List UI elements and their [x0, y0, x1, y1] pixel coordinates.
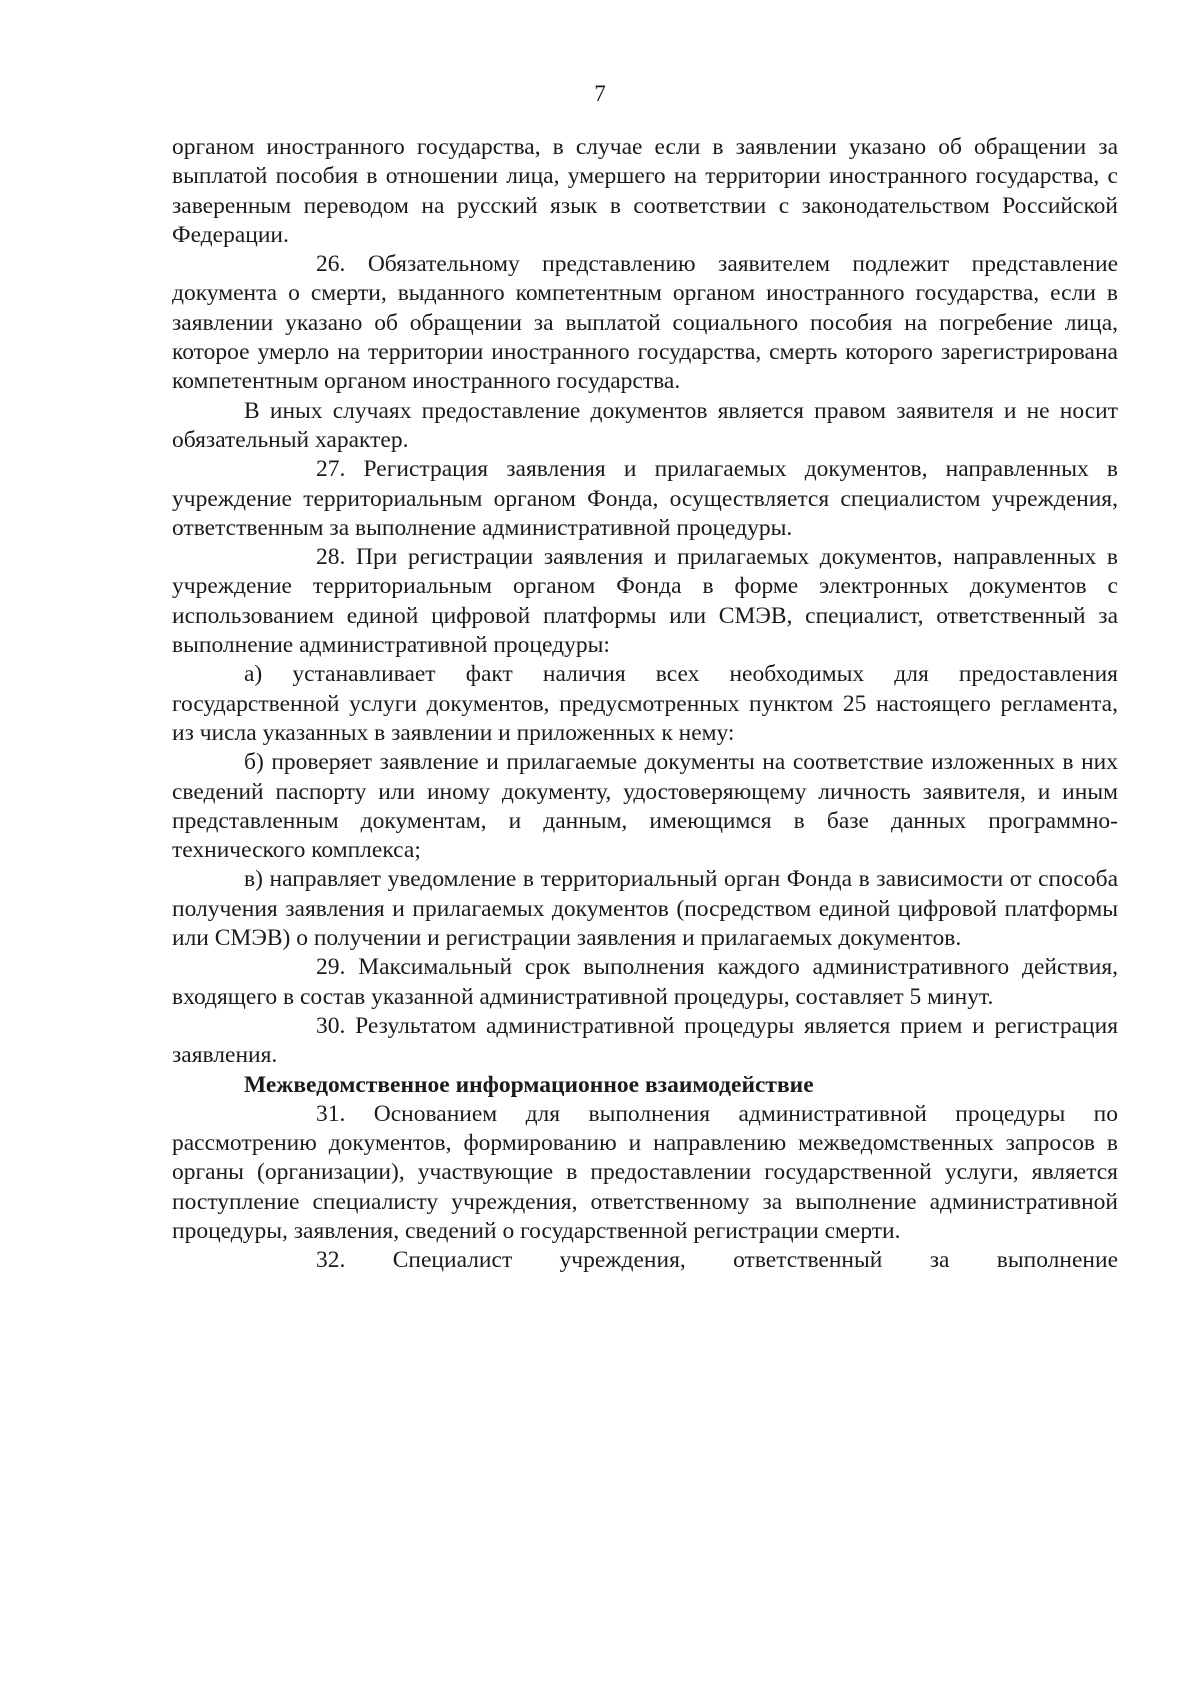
paragraph-number: 31. [316, 1100, 346, 1127]
paragraph-number: 32. [316, 1247, 346, 1274]
paragraph-text: Регистрация заявления и прилагаемых документов, направленных в учреждение территориальным органом Фонда, осуществляется специалистом учреждения, ответственным за выполнение административной процедуры. [172, 456, 1119, 541]
page-number: 7 [594, 81, 606, 106]
paragraph-text: а) устанавливает факт наличия всех необходимых для предоставления государственной услуги документов, предусмотренных пунктом 25 настоящего регламента, из числа указанных в заявлении и приложенных к нему: [172, 661, 1118, 746]
paragraph-number: 26. [316, 251, 346, 278]
paragraph-number: 27. [316, 456, 346, 483]
paragraph-number: 29. [316, 954, 346, 981]
paragraph-text: в) направляет уведомление в территориальный орган Фонда в зависимости от способа получения заявления и прилагаемых документов (посредством единой цифровой платформы или СМЭВ) о получении и регистрации заявления и прилагаемых документов. [172, 866, 1118, 952]
paragraph-32 [172, 1246, 1118, 1275]
paragraph-number: 28. [316, 544, 346, 571]
paragraph-28-b [172, 748, 1118, 865]
paragraph-text: Максимальный срок выполнения каждого административного действия, входящего в состав указанной административной процедуры, составляет 5 минут. [172, 954, 1119, 1010]
paragraph-text: В иных случаях предоставление документов является правом заявителя и не носит обязательный характер. [172, 397, 1118, 453]
paragraph-26-other-cases [172, 397, 1118, 456]
section-title: Межведомственное информационное взаимодействие [244, 1071, 814, 1098]
paragraph-text: Специалист учреждения, ответственный за выполнение [392, 1247, 1118, 1274]
paragraph-text: б) проверяет заявление и прилагаемые документы на соответствие изложенных в них сведений паспорту или иному документу, удостоверяющему личность заявителя, и иным представленным документам, и данным, имеющимся в базе данных программно-технического комплекса; [172, 749, 1118, 864]
paragraph-text: Результатом административной процедуры является прием и регистрация заявления. [172, 1012, 1119, 1069]
paragraph-28-c [172, 865, 1118, 953]
paragraph-text: органом иностранного государства, в случае если в заявлении указано об обращении за выплатой пособия в отношении лица, умершего на территории иностранного государства, с заверенным переводом на русский язык в соответствии с законодательством Российской Федерации. [172, 134, 1118, 248]
paragraph-28-a [172, 660, 1118, 748]
paragraph-26 [172, 250, 1118, 396]
paragraph-number: 30. [316, 1012, 346, 1039]
paragraph-28 [172, 543, 1118, 660]
paragraph-text: При регистрации заявления и прилагаемых документов, направленных в учреждение территориальным органом Фонда в форме электронных документов с использованием единой цифровой платформы или СМЭВ, специалист, ответственный за выполнение административной процедуры: [172, 544, 1118, 659]
paragraph-27 [172, 455, 1118, 543]
paragraph-text: Основанием для выполнения административной процедуры по рассмотрению документов, формированию и направлению межведомственных запросов в органы (организации), участвующие в предоставлении государственной услуги, является поступление специалисту учреждения, ответственному за выполнение административной процедуры, заявления, сведений о государственной регистрации смерти. [172, 1100, 1118, 1244]
paragraph-30 [172, 1012, 1118, 1071]
paragraph-continuation [172, 133, 1118, 250]
paragraph-31 [172, 1100, 1118, 1246]
document-body [172, 133, 1118, 1276]
paragraph-text: Обязательному представлению заявителем подлежит представление документа о смерти, выданного компетентным органом иностранного государства, если в заявлении указано об обращении за выплатой социального пособия на погребение лица, которое умерло на территории иностранного государства, смерть которого зарегистрирована компетентным органом иностранного государства. [172, 251, 1119, 395]
paragraph-29 [172, 953, 1118, 1012]
